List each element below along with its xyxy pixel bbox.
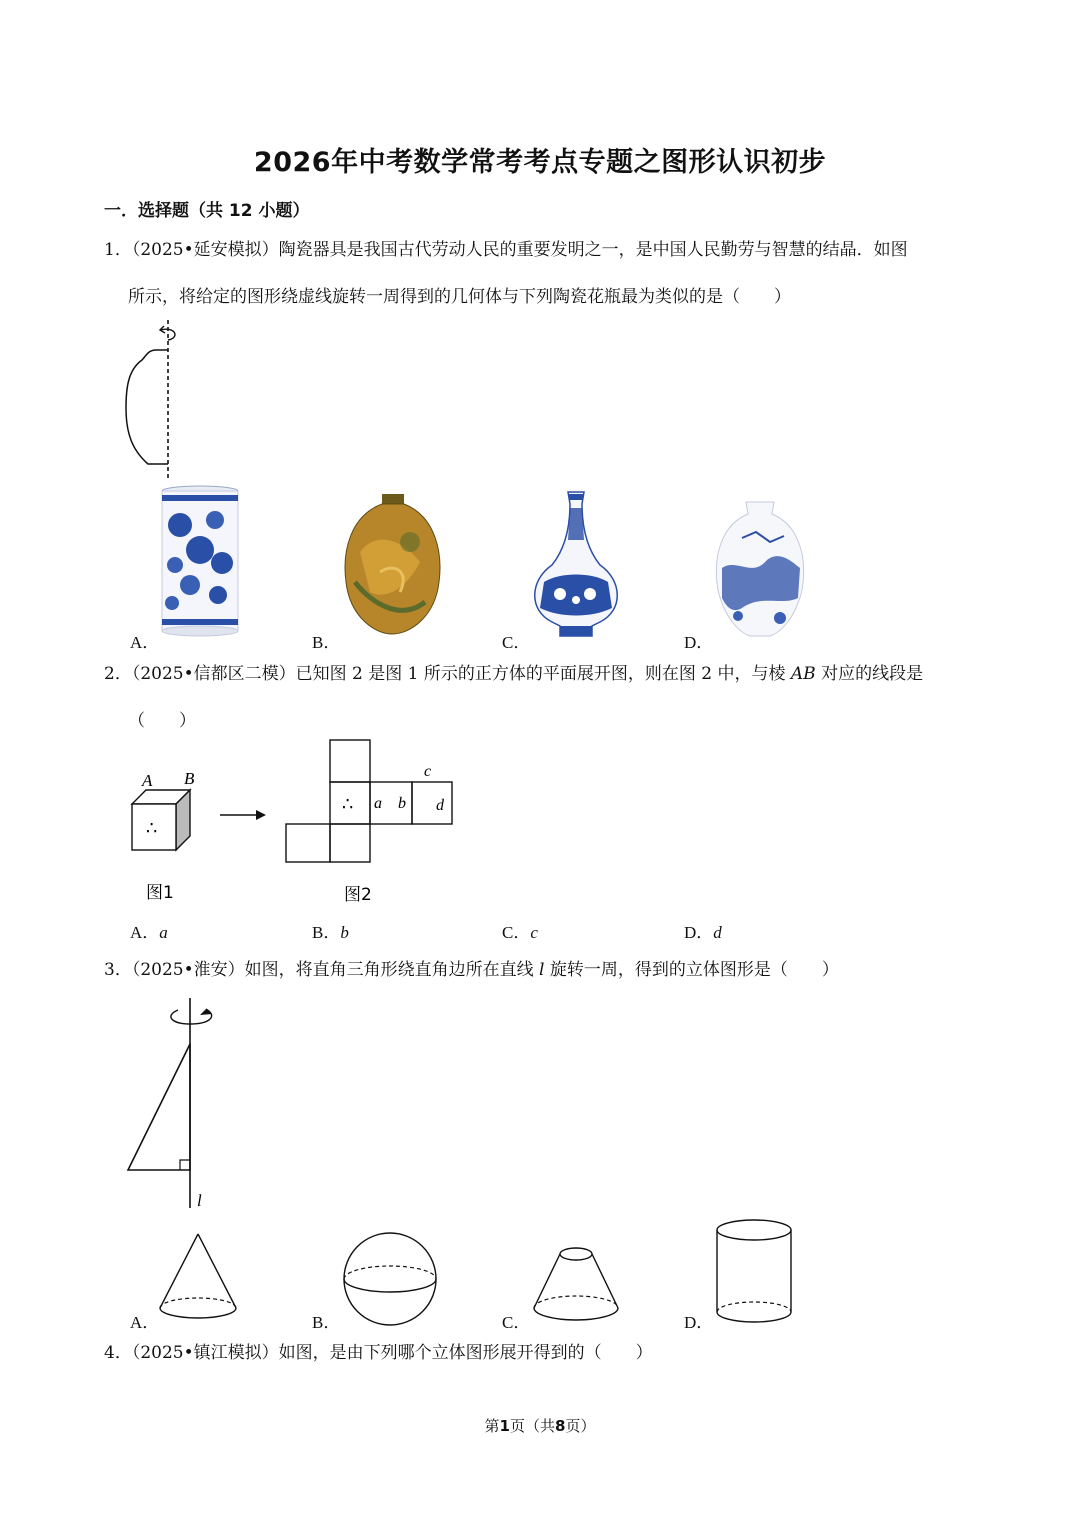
net-label-c: c xyxy=(424,763,432,780)
cube-vertex-b: B xyxy=(184,769,195,788)
question-source: （2025•信都区二模） xyxy=(131,664,296,684)
question-1-line2: 所示，将给定的图形绕虚线旋转一周得到的几何体与下列陶瓷花瓶最为类似的是（ ） xyxy=(128,287,791,307)
q3-option-c[interactable]: C． xyxy=(502,1313,531,1332)
page-title: 2026年中考数学常考考点专题之图形认识初步 xyxy=(253,147,827,178)
question-2-line2: （ ） xyxy=(128,711,196,731)
question-text: 已知图 2 是图 1 所示的正方体的平面展开图，则在图 2 中，与棱 xyxy=(295,664,791,684)
option-value: c xyxy=(530,923,538,942)
question-text-end: 对应的线段是 xyxy=(815,664,924,684)
figure-2-caption: 图2 xyxy=(344,885,372,905)
footer-post: 页） xyxy=(565,1417,596,1435)
cylinder-shape xyxy=(714,1218,794,1328)
question-1 xyxy=(104,240,908,260)
question-source: （2025•淮安） xyxy=(131,960,245,980)
cube-dots: ∴ xyxy=(146,818,158,839)
axis-name: l xyxy=(539,960,545,980)
q1-option-b[interactable]: B． xyxy=(312,633,341,652)
question-text: 如图，是由下列哪个立体图形展开得到的（ ） xyxy=(278,1343,653,1363)
figure-1-caption: 图1 xyxy=(146,883,174,903)
axis-label: l xyxy=(197,1191,202,1210)
edge-label: AB xyxy=(790,664,816,684)
question-source: （2025•延安模拟） xyxy=(131,240,279,260)
footer-pre: 第 xyxy=(484,1417,500,1435)
vase-cylinder-image xyxy=(160,485,240,638)
question-text-end: 旋转一周，得到的立体图形是（ ） xyxy=(544,960,839,980)
q1-option-d[interactable]: D． xyxy=(684,633,714,652)
option-value: a xyxy=(159,923,168,942)
footer-total-pages: 8 xyxy=(555,1417,566,1435)
option-value: b xyxy=(340,923,349,942)
question-2 xyxy=(104,664,923,684)
sphere-shape xyxy=(340,1232,440,1326)
cone-shape xyxy=(155,1232,241,1324)
q1-option-a[interactable]: A． xyxy=(130,633,160,652)
q3-option-b[interactable]: B． xyxy=(312,1313,341,1332)
q1-option-c[interactable]: C． xyxy=(502,633,531,652)
net-label-a: a xyxy=(374,795,382,812)
vase-round-image xyxy=(340,492,445,640)
question-4 xyxy=(104,1343,653,1363)
footer-mid: 页（共 xyxy=(509,1417,555,1435)
net-dots: ∴ xyxy=(342,794,354,815)
page-footer xyxy=(0,1415,1080,1436)
q1-profile-figure xyxy=(118,318,198,478)
question-number: 2． xyxy=(104,664,132,684)
q2-option-a[interactable] xyxy=(130,918,168,943)
cube-vertex-a: A xyxy=(142,771,153,790)
section-heading: 一．选择题（共 12 小题） xyxy=(104,201,310,221)
question-text: 陶瓷器具是我国古代劳动人民的重要发明之一，是中国人民勤劳与智慧的结晶．如图 xyxy=(278,240,908,260)
question-source: （2025•镇江模拟） xyxy=(131,1343,279,1363)
question-number: 3． xyxy=(104,960,132,980)
q2-option-c[interactable] xyxy=(502,918,538,943)
option-label: A． xyxy=(130,923,160,942)
question-number: 1． xyxy=(104,240,132,260)
option-value: d xyxy=(713,923,722,942)
net-label-d: d xyxy=(436,797,444,814)
q2-option-b[interactable] xyxy=(312,918,349,943)
frustum-shape xyxy=(530,1244,622,1326)
q3-triangle-figure xyxy=(120,996,230,1214)
q2-cube-net-figure xyxy=(120,738,460,908)
q3-option-a[interactable]: A． xyxy=(130,1313,160,1332)
arrow-icon xyxy=(256,810,266,820)
option-label: B． xyxy=(312,923,341,942)
question-text: 如图，将直角三角形绕直角边所在直线 xyxy=(244,960,540,980)
vase-bottle-image xyxy=(530,490,622,640)
option-label: C． xyxy=(502,923,531,942)
footer-page-number: 1 xyxy=(499,1417,510,1435)
q3-option-d[interactable]: D． xyxy=(684,1313,714,1332)
option-label: D． xyxy=(684,923,714,942)
vase-baluster-image xyxy=(712,498,808,640)
q2-option-d[interactable] xyxy=(684,918,722,943)
question-3 xyxy=(104,960,839,980)
net-label-b: b xyxy=(398,795,406,812)
question-number: 4． xyxy=(104,1343,132,1363)
